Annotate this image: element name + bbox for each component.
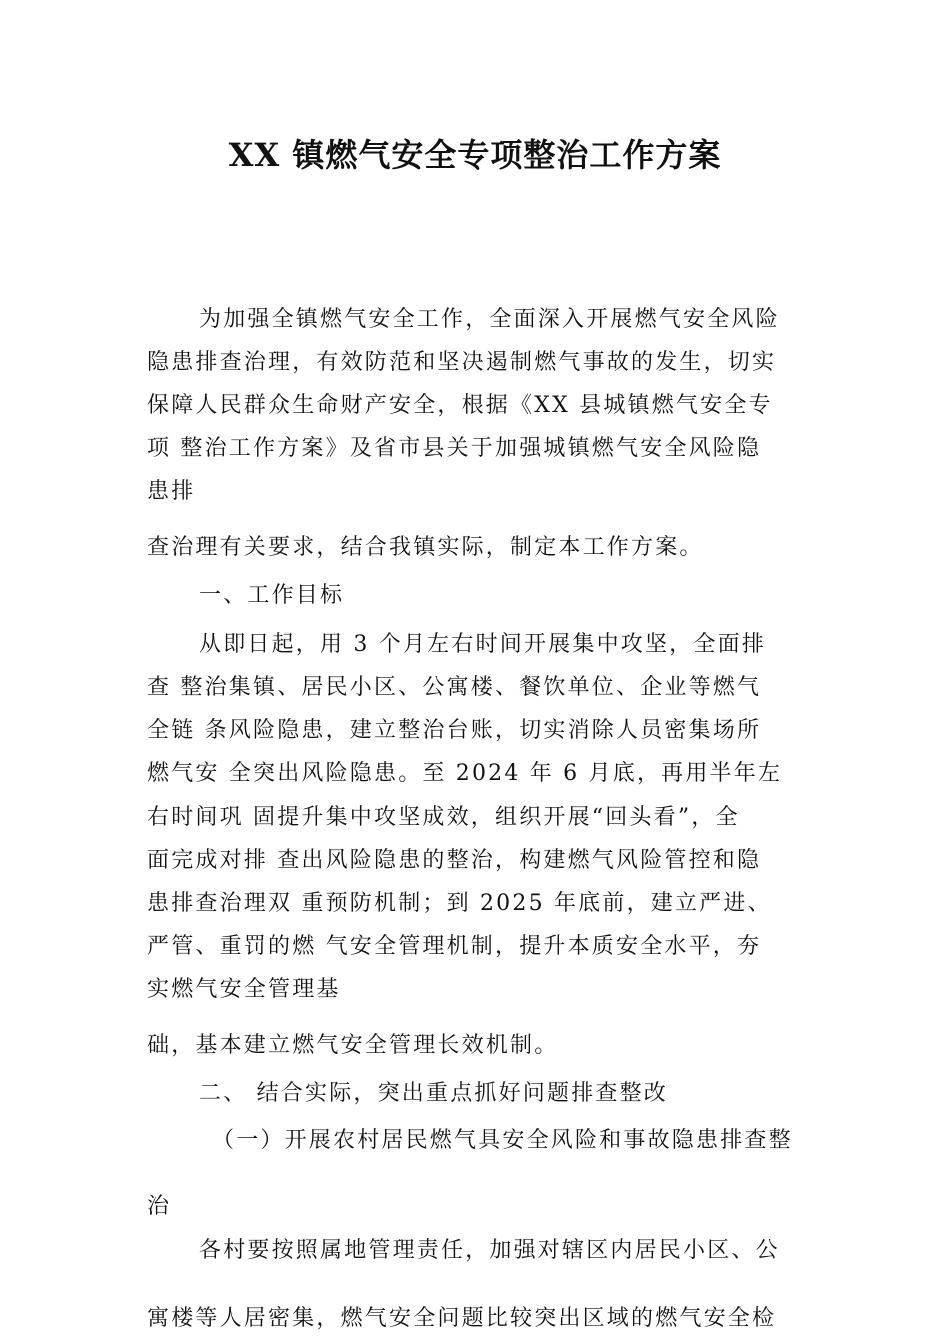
paragraph-line: 患排 — [147, 479, 196, 504]
paragraph-line: 础，基本建立燃气安全管理长效机制。 — [147, 1033, 559, 1058]
section-heading: 一、工作目标 — [199, 583, 345, 608]
paragraph-line: 全链 条风险隐患，建立整治台账，切实消除人员密集场所 — [147, 718, 762, 743]
paragraph-line: 从即日起，用 3 个月左右时间开展集中攻坚，全面排 — [199, 632, 766, 657]
paragraph-line: 为加强全镇燃气安全工作，全面深入开展燃气安全风险 — [199, 307, 780, 332]
paragraph-line: 右时间巩 固提升集中攻坚成效，组织开展“回头看”，全 — [147, 805, 740, 830]
paragraph-line: 查治理有关要求，结合我镇实际，制定本工作方案。 — [147, 535, 704, 560]
paragraph-line: 患排查治理双 重预防机制；到 2025 年底前，建立严进、 — [147, 891, 772, 916]
paragraph-line: 各村要按照属地管理责任，加强对辖区内居民小区、公 — [199, 1238, 780, 1263]
paragraph-line: 项 整治工作方案》及省市县关于加强城镇燃气安全风险隐 — [147, 436, 762, 461]
document-title: XX 镇燃气安全专项整治工作方案 — [228, 136, 722, 174]
paragraph-line: 面完成对排 查出风险隐患的整治，构建燃气风险管控和隐 — [147, 848, 762, 873]
paragraph-line: 实燃气安全管理基 — [147, 977, 341, 1002]
subsection-heading: 治 — [147, 1194, 172, 1219]
paragraph-line: 严管、重罚的燃 气安全管理机制，提升本质安全水平，夯 — [147, 934, 762, 959]
paragraph-line: 燃气安 全突出风险隐患。至 2024 年 6 月底，再用半年左 — [147, 761, 783, 786]
paragraph-line: 保障人民群众生命财产安全，根据《XX 县城镇燃气安全专 — [147, 393, 773, 418]
paragraph-line: 寓楼等人居密集，燃气安全问题比较突出区域的燃气安全检 — [147, 1306, 777, 1331]
section-heading: 二、 结合实际，突出重点抓好问题排查整改 — [199, 1081, 668, 1106]
subsection-heading: （一）开展农村居民燃气具安全风险和事故隐患排查整 — [212, 1128, 793, 1153]
paragraph-line: 隐患排查治理，有效防范和坚决遏制燃气事故的发生，切实 — [147, 350, 777, 375]
paragraph-line: 查 整治集镇、居民小区、公寓楼、餐饮单位、企业等燃气 — [147, 675, 762, 700]
